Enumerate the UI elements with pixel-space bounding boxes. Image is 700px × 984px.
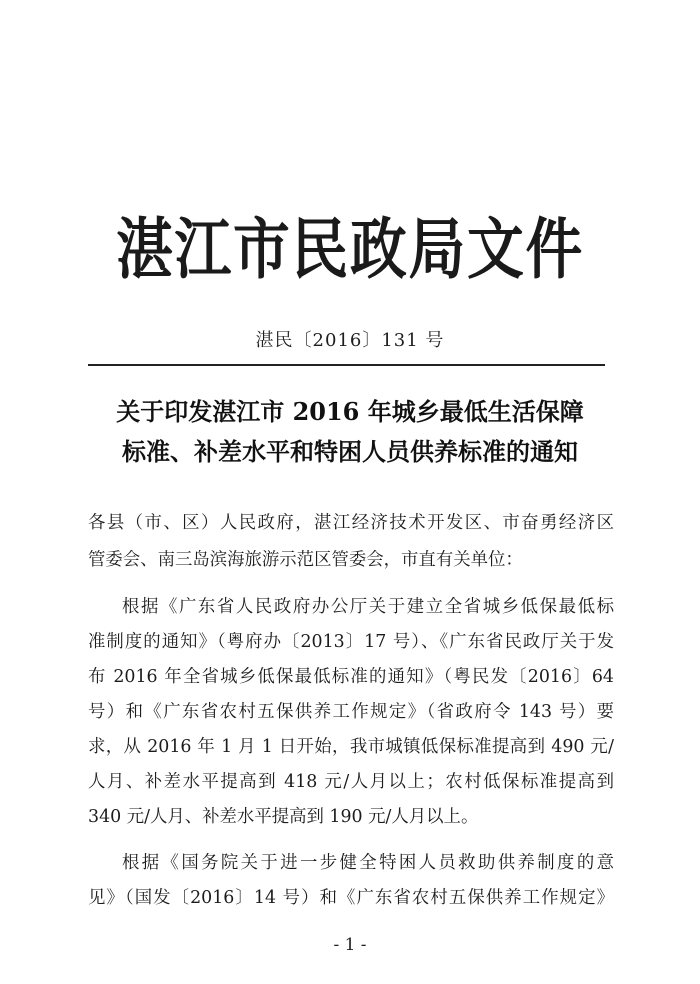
addressee-line-1: 各县（市、区）人民政府，湛江经济技术开发区、市奋勇经济区 (88, 513, 614, 533)
paragraph-1-line-1: 根据《广东省人民政府办公厅关于建立全省城乡低保最低标 (122, 597, 614, 617)
header-divider (88, 364, 605, 366)
paragraph-1-line-4: 号）和《广东省农村五保供养工作规定》（省政府令 143 号）要 (88, 702, 614, 722)
document-number: 湛民〔2016〕131 号 (255, 330, 445, 351)
paragraph-1-line-7: 340 元/人月、补差水平提高到 190 元/人月以上。 (88, 807, 479, 827)
paragraph-1-line-6: 人月、补差水平提高到 418 元/人月以上；农村低保标准提高到 (88, 772, 614, 792)
paragraph-2-line-2: 见》（国发〔2016〕14 号）和《广东省农村五保供养工作规定》 (88, 888, 614, 908)
addressee-line-2: 管委会、南三岛滨海旅游示范区管委会，市直有关单位： (88, 550, 523, 570)
paragraph-1-line-2: 准制度的通知》（粤府办〔2013〕17 号）、《广东省民政厅关于发 (88, 632, 614, 652)
notice-title-line-2: 标准、补差水平和特困人员供养标准的通知 (122, 437, 578, 466)
paragraph-2-line-1: 根据《国务院关于进一步健全特困人员救助供养制度的意 (122, 853, 614, 873)
masthead-title: 湛江市民政局文件 (116, 210, 584, 288)
paragraph-1-line-5: 求，从 2016 年 1 月 1 日开始，我市城镇低保标准提高到 490 元/ (88, 737, 614, 757)
page-number: - 1 - (333, 935, 367, 955)
notice-title-line-1: 关于印发湛江市 2016 年城乡最低生活保障 (116, 397, 584, 426)
paragraph-1-line-3: 布 2016 年全省城乡低保最低标准的通知》（粤民发〔2016〕64 (88, 667, 614, 687)
